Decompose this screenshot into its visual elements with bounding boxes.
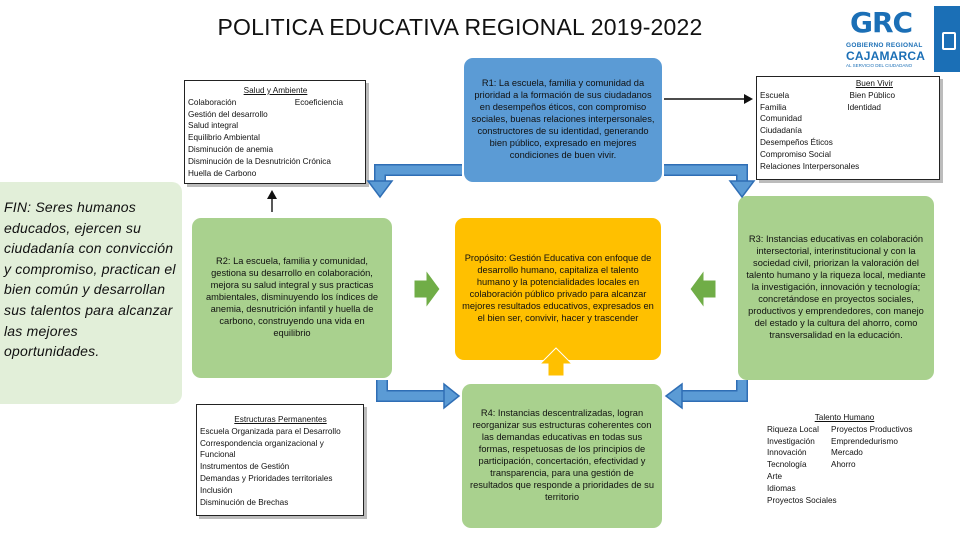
estructuras-item: Demandas y Prioridades territoriales bbox=[200, 473, 333, 483]
buen-vivir-row bbox=[760, 102, 935, 114]
bent-arrow-top-left bbox=[368, 170, 462, 197]
logo-mark: GRC bbox=[850, 6, 913, 39]
logo-line-3: AL SERVICIO DEL CIUDADANO bbox=[846, 63, 913, 68]
buen-vivir-row-item: Identidad bbox=[847, 102, 881, 112]
buen-vivir-box bbox=[756, 76, 940, 180]
talento-row bbox=[767, 436, 922, 448]
estructuras-heading: Estructuras Permanentes bbox=[234, 415, 327, 424]
estructuras-box bbox=[196, 404, 364, 516]
talento-row-item: Riqueza Local bbox=[767, 424, 819, 434]
fin-box bbox=[0, 182, 182, 404]
proposito-content bbox=[461, 253, 655, 324]
buen-vivir-row-item: Escuela bbox=[760, 90, 790, 100]
buen-vivir-item: Comunidad bbox=[760, 114, 802, 124]
arrow-r2-to-salud bbox=[267, 190, 277, 212]
salud-row bbox=[188, 97, 363, 109]
fin-text: FIN: Seres humanos educados, ejercen su ciudadanía con convicción y compromiso, practican el bien común y desarrollan sus talentos para alcanzar las mejores oportunidades. bbox=[4, 199, 176, 360]
logo-line-1: GOBIERNO REGIONAL bbox=[846, 42, 923, 49]
buen-vivir-item: Desempeños Éticos bbox=[760, 137, 833, 147]
buen-vivir-row bbox=[760, 90, 935, 102]
bent-arrow-bottom-left bbox=[382, 380, 459, 408]
bent-arrow-top-right bbox=[664, 170, 754, 197]
talento-row-item: Emprendedurismo bbox=[831, 436, 898, 446]
bent-arrow-bottom-right bbox=[666, 380, 742, 408]
salud-item: Equilibrio Ambiental bbox=[188, 133, 260, 143]
estructuras-item: Disminución de Brechas bbox=[200, 497, 289, 507]
r3-text: R3: Instancias educativas en colaboración intersectorial, interinstitucional y con la sociedad civil, priorizan la valoración del talento humano y la riqueza local, mediante la investigación, innovación y tecnología; concretándose en proyectos sociales, productivos y emprendedores, con manejo del estado y la cultura del ahorro, como transversalidad en la educación. bbox=[746, 234, 926, 340]
salud-row-item: Ecoeficiencia bbox=[294, 97, 343, 107]
talento-row-item: Innovación bbox=[767, 448, 807, 458]
salud-row-item: Colaboración bbox=[188, 97, 237, 107]
proposito-box bbox=[455, 218, 661, 360]
buen-vivir-row-item: Familia bbox=[760, 102, 787, 112]
salud-item: Huella de Carbono bbox=[188, 168, 257, 178]
talento-item: Idiomas bbox=[767, 483, 796, 493]
buen-vivir-row-item: Bien Público bbox=[849, 90, 895, 100]
logo-line-2: CAJAMARCA bbox=[846, 49, 926, 63]
talento-row-item: Investigación bbox=[767, 436, 815, 446]
estructuras-item: Funcional bbox=[200, 450, 236, 460]
talento-item: Arte bbox=[767, 471, 783, 481]
buen-vivir-item: Ciudadanía bbox=[760, 126, 802, 136]
proposito-text: Gestión Educativa con enfoque de desarrollo humano, capitaliza el talento humano y la potencialidades locales en colaboración público privado para alcanzar mejores resultados educativos, expresados en el bien ser, convivir, hacer y trascender bbox=[462, 253, 654, 323]
green-arrow-left bbox=[414, 270, 440, 308]
buen-vivir-heading: Buen Vivir bbox=[855, 79, 893, 88]
estructuras-item: Escuela Organizada para el Desarrollo bbox=[200, 426, 341, 436]
talento-row-item: Tecnología bbox=[767, 460, 807, 470]
r3-box bbox=[738, 196, 934, 380]
talento-row bbox=[767, 424, 922, 436]
talento-row-item: Proyectos Productivos bbox=[831, 424, 913, 434]
salud-item: Salud integral bbox=[188, 121, 239, 131]
talento-row-item: Ahorro bbox=[831, 460, 856, 470]
salud-item: Disminución de anemia bbox=[188, 144, 274, 154]
salud-item: Gestión del desarrollo bbox=[188, 109, 268, 119]
talento-humano-box bbox=[764, 412, 924, 506]
arrow-r1-to-buen-vivir bbox=[664, 94, 753, 104]
estructuras-item: Instrumentos de Gestión bbox=[200, 462, 290, 472]
buen-vivir-item: Compromiso Social bbox=[760, 149, 831, 159]
talento-row bbox=[767, 447, 922, 459]
logo-bar-icon bbox=[934, 6, 960, 72]
r4-text: R4: Instancias descentralizadas, logran reorganizar sus estructuras coherentes con las demandas educativas en todas sus formas, respetuosas de los principios de participación, concertación, efectividad y transparencia, para una gestión de resultados que responde a prioridades de su territorio bbox=[470, 408, 654, 502]
green-arrow-right bbox=[690, 270, 716, 308]
talento-heading: Talento Humano bbox=[814, 413, 875, 422]
salud-ambiente-box bbox=[184, 80, 366, 184]
salud-item: Disminución de la Desnutrición Crónica bbox=[188, 156, 331, 166]
page-title: POLITICA EDUCATIVA REGIONAL 2019-2022 bbox=[217, 14, 703, 40]
estructuras-item: Inclusión bbox=[200, 485, 233, 495]
buen-vivir-item: Relaciones Interpersonales bbox=[760, 161, 860, 171]
talento-row-item: Mercado bbox=[831, 448, 863, 458]
r1-text: R1: La escuela, familia y comunidad da prioridad a la formación de sus ciudadanos en desempeños éticos, con compromiso sociales, buenas relaciones interpersonales, constructores de su identidad, generando bien público, expresado en mejores condiciones de buen vivir. bbox=[471, 78, 655, 160]
r4-box bbox=[462, 384, 662, 528]
r2-box bbox=[192, 218, 392, 378]
salud-heading: Salud y Ambiente bbox=[243, 86, 308, 95]
r2-text: R2: La escuela, familia y comunidad, gestiona su desarrollo en colaboración, mejora su salud integral y sus practicas ambientales, disminuyendo los índices de anemia, desnutrición infantil y huella de carbono, construyendo una vida en equilibrio bbox=[205, 256, 379, 338]
talento-item: Proyectos Sociales bbox=[767, 495, 837, 505]
grc-logo bbox=[846, 6, 930, 72]
r1-box bbox=[464, 58, 662, 182]
estructuras-item: Correspondencia organizacional y bbox=[200, 438, 324, 448]
proposito-label: Propósito: bbox=[464, 253, 507, 264]
talento-row bbox=[767, 459, 922, 471]
